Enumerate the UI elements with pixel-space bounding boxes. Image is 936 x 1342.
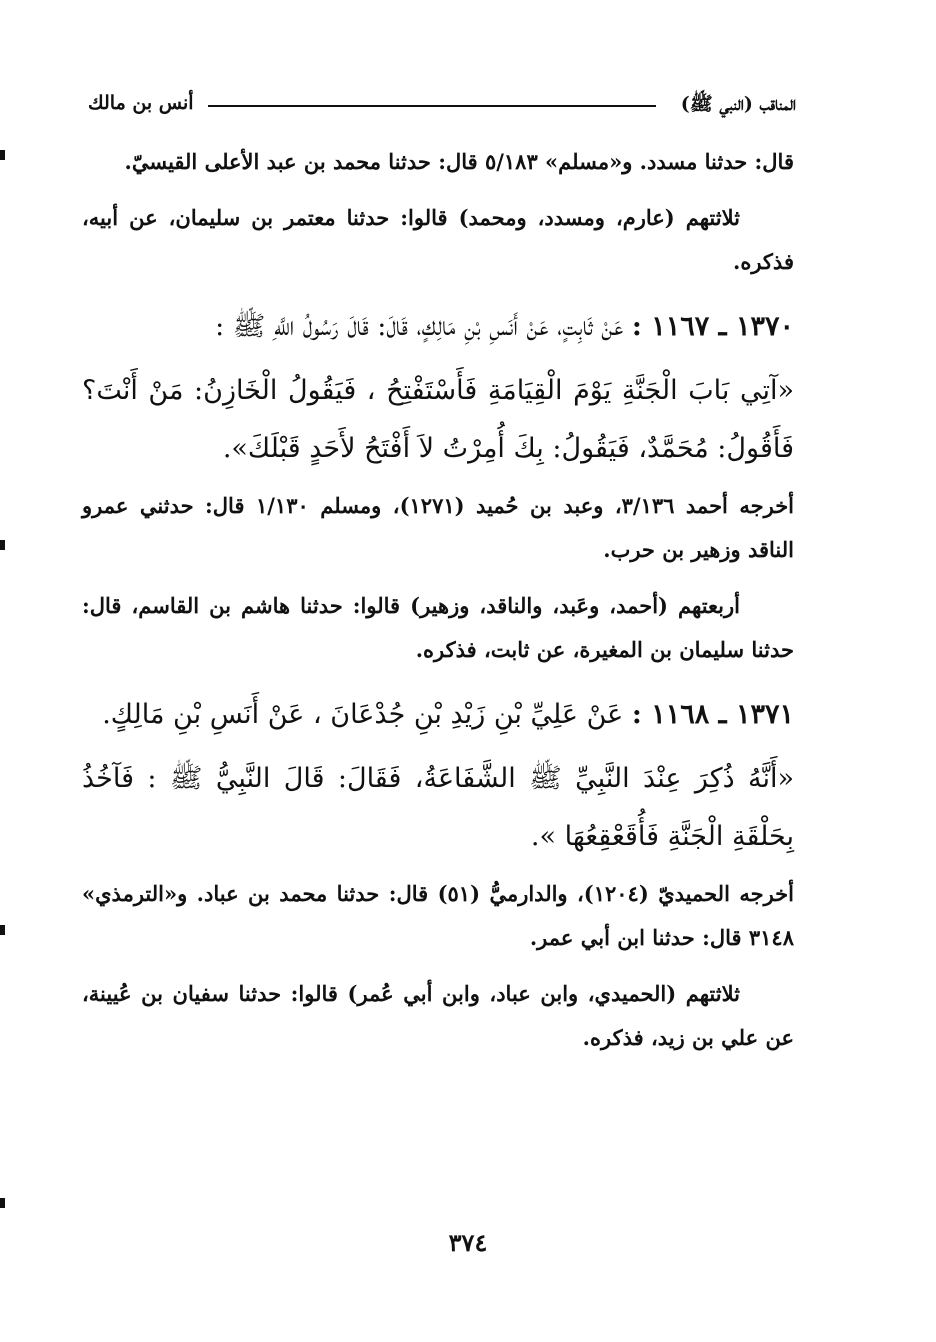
header-chapter-title: أنس بن مالك: [88, 92, 194, 114]
takhrij-note: ثلاثتهم (الحميدي، وابن عباد، وابن أبي عُمر) قالوا: حدثنا سفيان بن عُيينة، عن علي بن زيد، فذكره.: [82, 981, 794, 1050]
takhrij-note: أربعتهم (أحمد، وعَبد، والناقد، وزهير) قالوا: حدثنا هاشم بن القاسم، قال: حدثنا سليمان بن المغيرة، عن ثابت، فذكره.: [82, 593, 794, 662]
takhrij-note: أخرجه الحميديّ (١٢٠٤)، والدارميُّ (٥١) قال: حدثنا محمد بن عباد. و«الترمذي» ٣١٤٨ قال: حدثنا ابن أبي عمر.: [82, 881, 794, 950]
header-rule: [208, 105, 656, 107]
takhrij-note: ثلاثتهم (عارم، ومسدد، ومحمد) قالوا: حدثنا معتمر بن سليمان، عن أبيه، فذكره.: [82, 205, 794, 274]
page-number: ٣٧٤: [448, 1228, 488, 1257]
hadith-isnad: عَنْ عَلِيِّ بْنِ زَيْدِ بْنِ جُدْعَانَ ، عَنْ أَنَسِ بْنِ مَالِكٍ.: [102, 699, 624, 730]
binding-mark: [0, 1198, 5, 1208]
header-section-title: المناقب (النبي ﷺ): [680, 93, 796, 115]
running-header: [88, 92, 796, 122]
hadith-number: ١٣٧٠ ـ ١١٦٧ :: [631, 311, 794, 342]
takhrij-note: أخرجه أحمد ٣/١٣٦، وعبد بن حُميد (١٢٧١)، ومسلم ١/١٣٠ قال: حدثني عمرو الناقد وزهير بن حرب.: [82, 493, 795, 562]
hadith-heading: [82, 298, 794, 356]
hadith-isnad: عَنْ ثَابِتٍ، عَنْ أَنَسِ بْنِ مَالِكٍ، قَالَ: قَالَ رَسُولُ اللَّهِ ﷺ :: [215, 311, 624, 342]
hadith-text: «أَنَّهُ ذُكِرَ عِنْدَ النَّبِيِّ ﷺ الشَّفَاعَةُ، فَقَالَ: قَالَ النَّبِيُّ ﷺ : فَآخُذُ بِحَلْقَةِ الْجَنَّةِ فَأُقَعْقِعُهَا ».: [82, 763, 794, 852]
hadith-text: «آتِي بَابَ الْجَنَّةِ يَوْمَ الْقِيَامَةِ فَأَسْتَفْتِحُ ، فَيَقُولُ الْخَازِنُ: مَنْ أَنْتَ؟ فَأَقُولُ: مُحَمَّدٌ، فَيَقُولُ: بِكَ أُمِرْتُ لاَ أَفْتَحُ لأَحَدٍ قَبْلَكَ».: [82, 375, 794, 464]
page-body: [82, 140, 794, 1072]
binding-mark: [0, 150, 5, 160]
takhrij-note: قال: حدثنا مسدد. و«مسلم» ٥/١٨٣ قال: حدثنا محمد بن عبد الأعلى القيسيّ.: [124, 149, 794, 174]
hadith-heading: [82, 686, 794, 744]
binding-mark: [0, 540, 5, 550]
hadith-number: ١٣٧١ ـ ١١٦٨ :: [631, 699, 794, 730]
binding-mark: [0, 925, 5, 935]
